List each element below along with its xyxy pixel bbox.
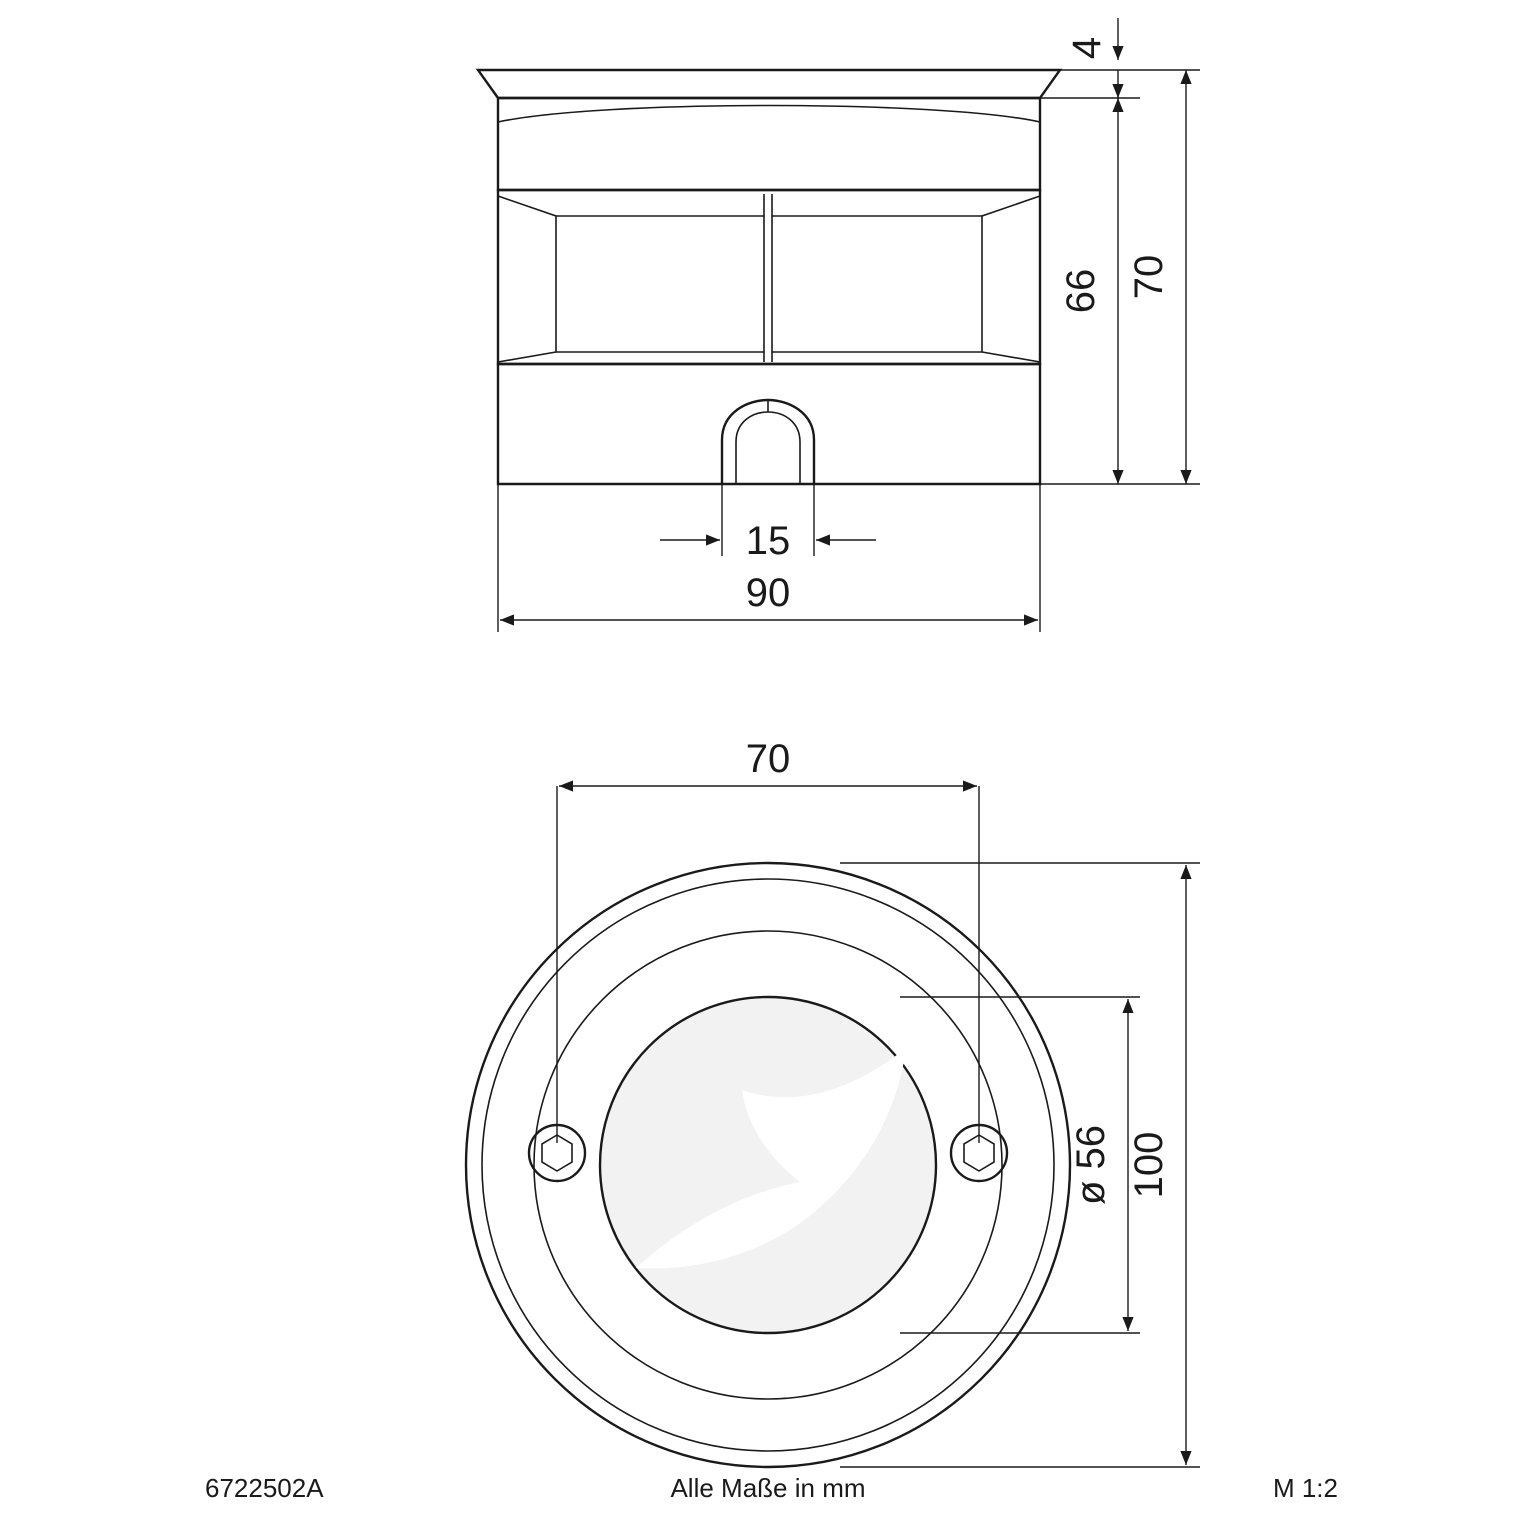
drawing-number: 6722502A — [205, 1472, 324, 1503]
dim-label-flange-thickness: 4 — [1065, 36, 1109, 60]
dim-label-cable-slot-width: 15 — [745, 519, 791, 563]
dim-label-body-width: 90 — [745, 571, 791, 615]
scale-label: M 1:2 — [1272, 1472, 1338, 1503]
dim-label-outer-diameter: 100 — [1127, 1131, 1171, 1199]
dim-label-total-height: 70 — [1127, 254, 1171, 300]
dim-label-screw-spacing: 70 — [745, 737, 791, 781]
drawing-footer — [0, 1468, 1536, 1508]
dim-label-glass-diameter: ø 56 — [1069, 1124, 1113, 1206]
side-elevation-view — [478, 70, 1060, 484]
dim-label-body-height: 66 — [1059, 268, 1103, 314]
units-note: Alle Maße in mm — [670, 1472, 866, 1503]
